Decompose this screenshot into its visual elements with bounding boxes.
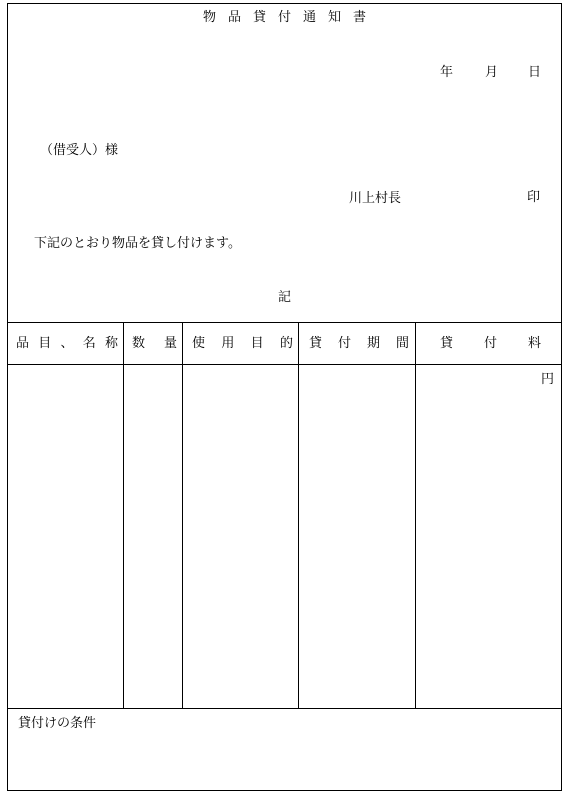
- table-header-rule: [8, 364, 561, 365]
- table-bottom-rule: [8, 708, 561, 709]
- conditions-label: 貸付けの条件: [18, 716, 97, 731]
- column-divider: [415, 322, 416, 708]
- header-loan-fee: 貸 付 料: [440, 336, 541, 351]
- date-month-label: 月: [485, 65, 499, 80]
- intro-text: 下記のとおり物品を貸し付けます。: [34, 236, 241, 251]
- header-purpose: 使 用 目 的: [192, 336, 293, 351]
- date-day-label: 日: [528, 65, 542, 80]
- issuer-name: 川上村長: [349, 191, 402, 206]
- document-title: 物品貸付通知書: [202, 10, 378, 25]
- column-divider: [123, 322, 124, 708]
- loan-notice-form: [7, 3, 562, 791]
- column-divider: [182, 322, 183, 708]
- seal-mark: 印: [527, 190, 541, 205]
- header-loan-period: 貸 付 期 間: [309, 336, 409, 351]
- header-item-name: 品 目 、 名 称: [16, 336, 118, 351]
- column-divider: [298, 322, 299, 708]
- header-quantity: 数 量: [132, 336, 177, 351]
- borrower-line: （借受人）様: [40, 143, 119, 158]
- date-year-label: 年: [440, 65, 454, 80]
- table-top-rule: [8, 322, 561, 323]
- fee-unit-yen: 円: [541, 372, 555, 387]
- ki-heading: 記: [277, 290, 291, 305]
